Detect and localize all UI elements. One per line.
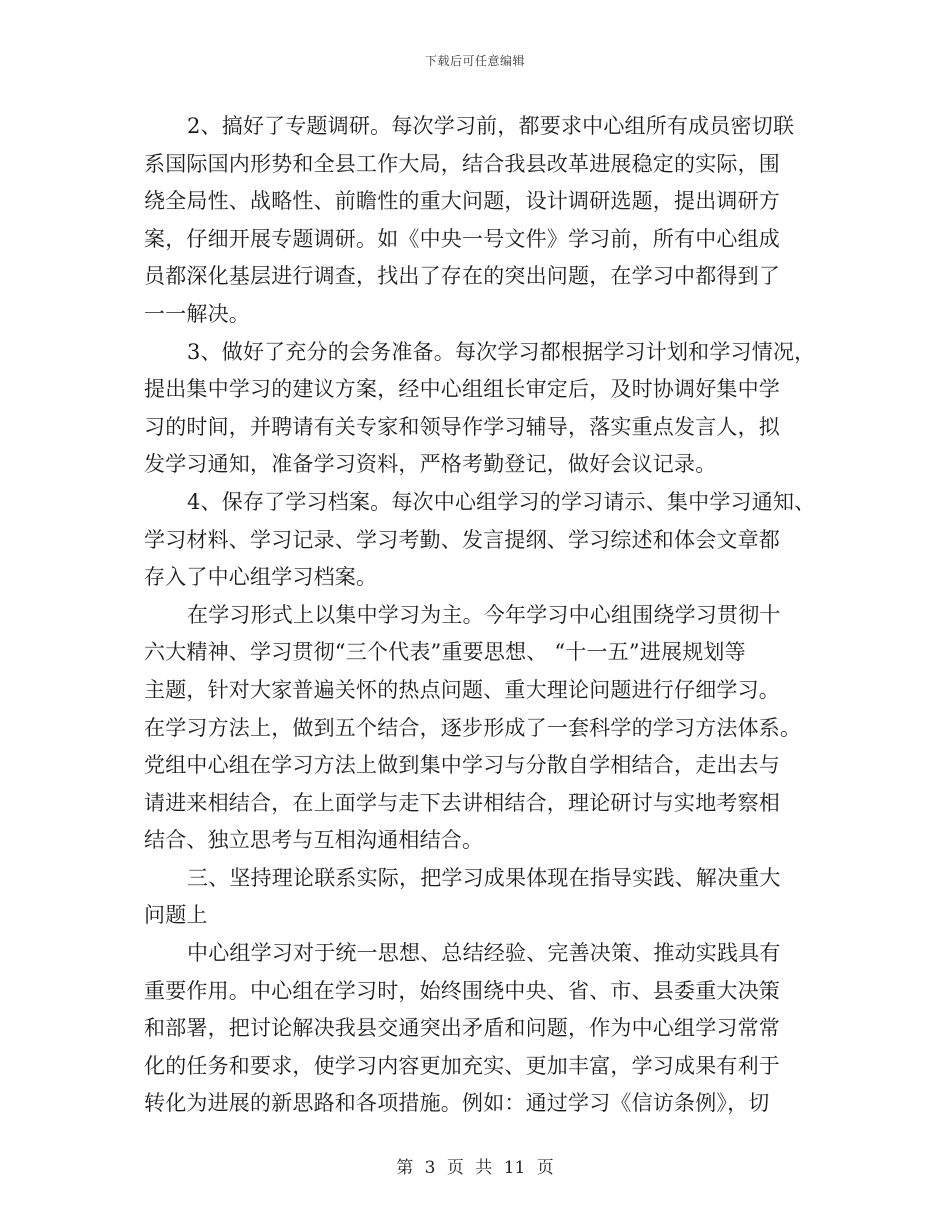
text-line: 主题，针对大家普遍关怀的热点问题、重大理论问题进行仔细学习。 bbox=[144, 677, 780, 702]
text-line: 系国际国内形势和全县工作大局，结合我县改革进展稳定的实际，围 bbox=[144, 151, 780, 176]
text-line: 发学习通知，准备学习资料，严格考勤登记，做好会议记录。 bbox=[144, 452, 717, 477]
text-line: 案，仔细开展专题调研。如《中央一号文件》学习前，所有中心组成 bbox=[144, 226, 780, 251]
text-line: 一一解决。 bbox=[144, 301, 250, 326]
text-line: 党组中心组在学习方法上做到集中学习与分散自学相结合，走出去与 bbox=[144, 753, 780, 778]
text-line: 转化为进展的新思路和各项措施。例如：通过学习《信访条例》，切 bbox=[144, 1091, 770, 1116]
document-body bbox=[144, 108, 814, 1123]
text-line: 在学习方法上，做到五个结合，逐步形成了一套科学的学习方法体系。 bbox=[144, 715, 802, 740]
text-line: 中心组学习对于统一思想、总结经验、完善决策、推动实践具有 bbox=[187, 941, 781, 966]
section-heading-line: 问题上 bbox=[144, 903, 208, 928]
text-line: 化的任务和要求，使学习内容更加充实、更加丰富，学习成果有利于 bbox=[144, 1053, 780, 1078]
text-line: 习的时间，并聘请有关专家和领导作学习辅导，落实重点发言人，拟 bbox=[144, 414, 780, 439]
text-line: 绕全局性、战略性、前瞻性的重大问题，设计调研选题，提出调研方 bbox=[144, 189, 780, 214]
text-line: 重要作用。中心组在学习时，始终围绕中央、省、市、县委重大决策 bbox=[144, 978, 780, 1003]
text-line: 请进来相结合，在上面学与走下去讲相结合，理论研讨与实地考察相 bbox=[144, 790, 780, 815]
text-line: 4、保存了学习档案。每次中心组学习的学习请示、集中学习通知、 bbox=[187, 489, 816, 514]
page-header-note: 下载后可任意编辑 bbox=[424, 54, 525, 68]
text-line: 在学习形式上以集中学习为主。今年学习中心组围绕学习贯彻十 bbox=[187, 602, 781, 627]
text-line: 和部署，把讨论解决我县交通突出矛盾和问题，作为中心组学习常常 bbox=[144, 1016, 780, 1041]
section-heading-line: 三、坚持理论联系实际，把学习成果体现在指导实践、解决重大 bbox=[187, 865, 781, 890]
text-line: 六大精神、学习贯彻“三个代表”重要思想、 “十一五”进展规划等 bbox=[144, 640, 746, 665]
text-line: 学习材料、学习记录、学习考勤、发言提纲、学习综述和体会文章都 bbox=[144, 527, 780, 552]
text-line: 2、搞好了专题调研。每次学习前，都要求中心组所有成员密切联 bbox=[187, 114, 795, 138]
text-line: 3、做好了充分的会务准备。每次学习都根据学习计划和学习情况， bbox=[187, 339, 816, 364]
text-line: 提出集中学习的建议方案，经中心组组长审定后，及时协调好集中学 bbox=[144, 377, 780, 402]
text-line: 结合、独立思考与互相沟通相结合。 bbox=[144, 828, 484, 853]
text-line: 员都深化基层进行调查，找出了存在的突出问题，在学习中都得到了 bbox=[144, 264, 780, 289]
page-number: 第 3 页 共 11 页 bbox=[396, 1158, 554, 1178]
text-line: 存入了中心组学习档案。 bbox=[144, 565, 378, 590]
